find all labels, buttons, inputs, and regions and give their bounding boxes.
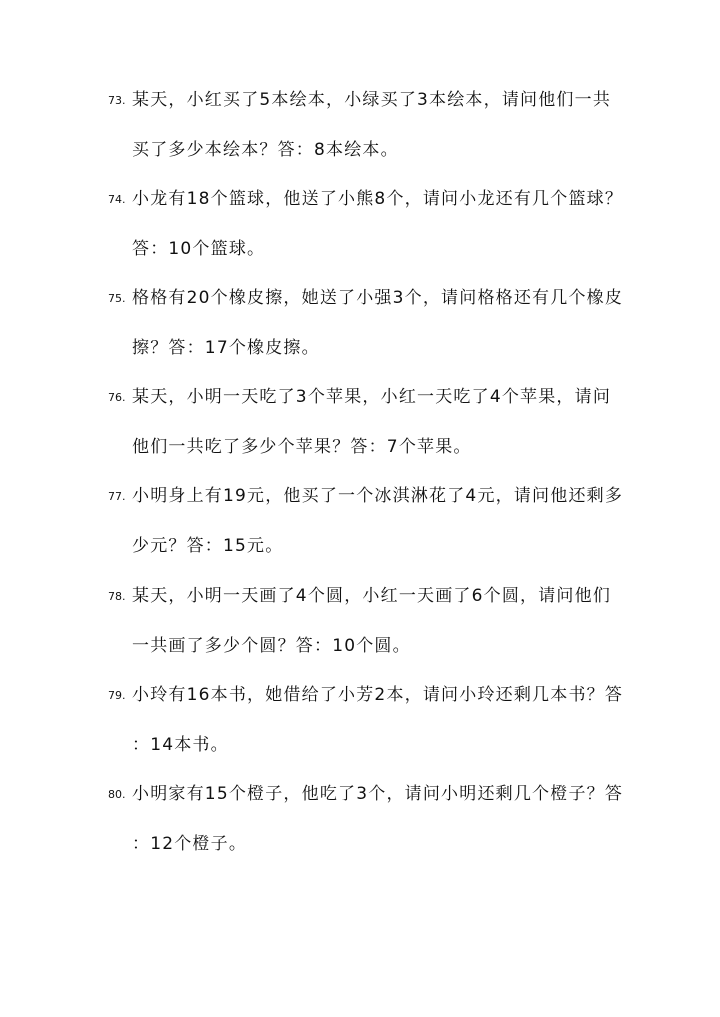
problem-line-2: [108, 531, 648, 561]
problem-text: 某天，小明一天吃了3个苹果，小红一天吃了4个苹果，请问: [132, 387, 612, 407]
problem-79: [108, 680, 648, 760]
problem-text: 小明身上有19元，他买了一个冰淇淋花了4元，请问他还剩多: [132, 486, 624, 506]
problem-text: 小龙有18个篮球，他送了小熊8个，请问小龙还有几个篮球？: [132, 189, 624, 209]
problem-line-2: [108, 333, 648, 363]
problem-answer-text: ：12个橙子。: [132, 834, 248, 854]
problem-text: 某天，小红买了5本绘本，小绿买了3本绘本，请问他们一共: [132, 90, 612, 110]
problem-73: [108, 85, 648, 165]
problem-answer-text: 买了多少本绘本？答：8本绘本。: [132, 140, 399, 160]
problem-line-1: [108, 382, 648, 412]
problem-line-1: [108, 481, 648, 511]
problem-77: [108, 481, 648, 561]
problem-76: [108, 382, 648, 462]
problem-answer-text: 一共画了多少个圆？答：10个圆。: [132, 636, 411, 656]
problem-line-1: [108, 581, 648, 611]
problem-line-2: [108, 432, 648, 462]
problem-number: 74.: [108, 193, 126, 206]
problem-75: [108, 283, 648, 363]
problem-line-2: [108, 829, 648, 859]
problem-line-1: [108, 283, 648, 313]
problem-text: 某天，小明一天画了4个圆，小红一天画了6个圆，请问他们: [132, 586, 612, 606]
problem-number: 75.: [108, 292, 126, 305]
problem-line-1: [108, 85, 648, 115]
problem-answer-text: 少元？答：15元。: [132, 536, 284, 556]
problem-text: 小玲有16本书，她借给了小芳2本，请问小玲还剩几本书？答: [132, 685, 624, 705]
problem-answer-text: 答：10个篮球。: [132, 239, 266, 259]
problem-answer-text: 他们一共吃了多少个苹果？答：7个苹果。: [132, 437, 472, 457]
problem-number: 80.: [108, 788, 126, 801]
problem-line-1: [108, 779, 648, 809]
problem-answer-text: ：14本书。: [132, 735, 229, 755]
problem-line-2: [108, 135, 648, 165]
problem-74: [108, 184, 648, 264]
problem-text: 格格有20个橡皮擦，她送了小强3个，请问格格还有几个橡皮: [132, 288, 624, 308]
problem-number: 79.: [108, 689, 126, 702]
problem-78: [108, 581, 648, 661]
problem-80: [108, 779, 648, 859]
problem-number: 76.: [108, 391, 126, 404]
problem-line-2: [108, 631, 648, 661]
problem-answer-text: 擦？答：17个橡皮擦。: [132, 338, 320, 358]
problem-line-2: [108, 730, 648, 760]
problem-line-2: [108, 234, 648, 264]
problem-number: 77.: [108, 490, 126, 503]
problem-line-1: [108, 184, 648, 214]
problem-number: 73.: [108, 94, 126, 107]
problem-text: 小明家有15个橙子，他吃了3个，请问小明还剩几个橙子？答: [132, 784, 624, 804]
problem-line-1: [108, 680, 648, 710]
problem-number: 78.: [108, 590, 126, 603]
